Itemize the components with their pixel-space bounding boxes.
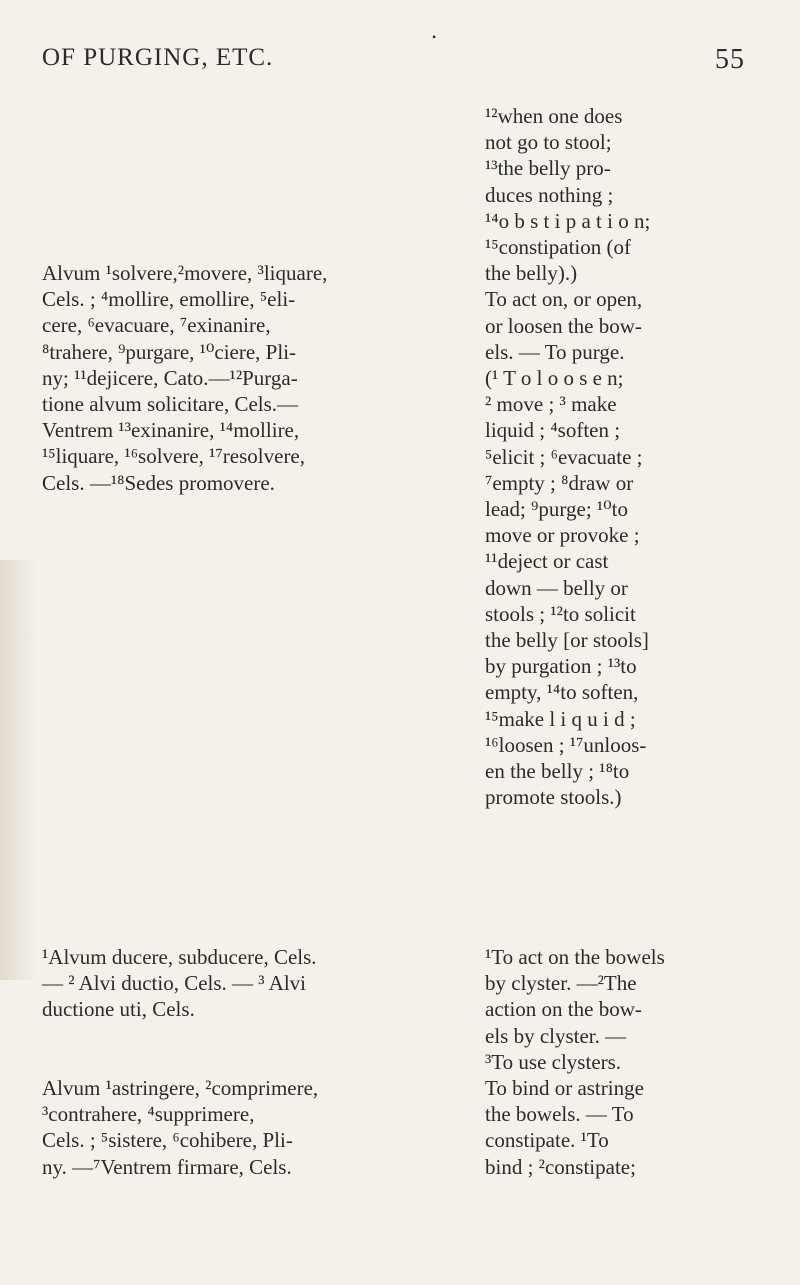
latin-line: ny; ¹¹dejicere, Cato.—¹²Purga- bbox=[42, 365, 298, 390]
english-line: by clyster. —²The bbox=[485, 971, 637, 996]
english-line: ¹¹deject or cast bbox=[485, 549, 609, 574]
latin-line: — ² Alvi ductio, Cels. — ³ Alvi bbox=[42, 971, 307, 996]
printer-mark: • bbox=[432, 30, 437, 44]
english-line: action on the bow- bbox=[485, 997, 642, 1022]
latin-line: Alvum ¹solvere,²movere, ³liquare, bbox=[42, 261, 328, 285]
english-line: ⁵elicit ; ⁶evacuate ; bbox=[485, 444, 643, 469]
latin-line: Cels. ; ⁵sistere, ⁶cohibere, Pli- bbox=[42, 1128, 293, 1153]
running-head-title: OF PURGING, ETC. bbox=[42, 44, 274, 71]
english-line: constipate. ¹To bbox=[485, 1128, 609, 1153]
english-line: bind ; ²constipate; bbox=[485, 1154, 636, 1179]
english-line: or loosen the bow- bbox=[485, 313, 642, 338]
page-stain bbox=[0, 560, 38, 980]
latin-line: ¹⁵liquare, ¹⁶solvere, ¹⁷resolvere, bbox=[42, 444, 306, 469]
latin-line: cere, ⁶evacuare, ⁷exinanire, bbox=[42, 313, 271, 338]
english-line: lead; ⁹purge; ¹⁰to bbox=[485, 497, 628, 522]
latin-line: ³contrahere, ⁴supprimere, bbox=[42, 1102, 255, 1127]
latin-line: Cels. ; ⁴mollire, emollire, ⁵eli- bbox=[42, 287, 296, 312]
english-line: en the belly ; ¹⁸to bbox=[485, 759, 630, 784]
latin-entry-3 bbox=[42, 1075, 470, 1180]
english-entry-1 bbox=[485, 103, 775, 810]
english-line: (¹ T o l o o s e n; bbox=[485, 366, 624, 391]
english-line: ² move ; ³ make bbox=[485, 392, 617, 417]
latin-line: ductione uti, Cels. bbox=[42, 997, 195, 1022]
latin-line: ⁸trahere, ⁹purgare, ¹⁰ciere, Pli- bbox=[42, 339, 297, 364]
latin-line: ny. —⁷Ventrem firmare, Cels. bbox=[42, 1154, 292, 1179]
latin-line: tione alvum solicitare, Cels.— bbox=[42, 392, 299, 417]
english-line: stools ; ¹²to solicit bbox=[485, 601, 636, 626]
english-line: ¹⁵constipation (of bbox=[485, 235, 632, 260]
english-line: els by clyster. — bbox=[485, 1023, 627, 1048]
english-line: duces nothing ; bbox=[485, 182, 614, 207]
english-line: down — belly or bbox=[485, 575, 628, 600]
english-entry-2 bbox=[485, 944, 775, 1075]
english-line: ¹³the belly pro- bbox=[485, 156, 611, 181]
english-line: liquid ; ⁴soften ; bbox=[485, 418, 621, 443]
english-line: by purgation ; ¹³to bbox=[485, 654, 637, 679]
english-line: the bowels. — To bbox=[485, 1102, 634, 1127]
english-line: the belly).) bbox=[485, 261, 578, 286]
english-line: To act on, or open, bbox=[485, 287, 643, 312]
english-line: promote stools.) bbox=[485, 785, 622, 810]
english-line: ¹⁴o b s t i p a t i o n; bbox=[485, 208, 651, 233]
english-entry-3 bbox=[485, 1075, 775, 1180]
latin-entry-2 bbox=[42, 944, 470, 1023]
english-line: ¹²when one does bbox=[485, 104, 623, 128]
english-line: ³To use clysters. bbox=[485, 1049, 622, 1074]
english-line: ¹⁵make l i q u i d ; bbox=[485, 706, 636, 731]
english-line: the belly [or stools] bbox=[485, 628, 649, 653]
latin-line: Cels. —¹⁸Sedes promovere. bbox=[42, 470, 275, 495]
english-line: not go to stool; bbox=[485, 130, 612, 155]
english-line: move or provoke ; bbox=[485, 523, 640, 548]
page-number: 55 bbox=[715, 44, 745, 75]
latin-line: Alvum ¹astringere, ²comprimere, bbox=[42, 1076, 319, 1100]
latin-entry-1 bbox=[42, 260, 470, 496]
english-line: els. — To purge. bbox=[485, 339, 625, 364]
english-line: empty, ¹⁴to soften, bbox=[485, 680, 639, 705]
english-line: ¹⁶loosen ; ¹⁷unloos- bbox=[485, 732, 647, 757]
english-line: ⁷empty ; ⁸draw or bbox=[485, 470, 634, 495]
english-line: To bind or astringe bbox=[485, 1076, 644, 1100]
latin-line: Ventrem ¹³exinanire, ¹⁴mollire, bbox=[42, 418, 300, 443]
latin-line: ¹Alvum ducere, subducere, Cels. bbox=[42, 945, 317, 969]
english-line: ¹To act on the bowels bbox=[485, 945, 665, 969]
